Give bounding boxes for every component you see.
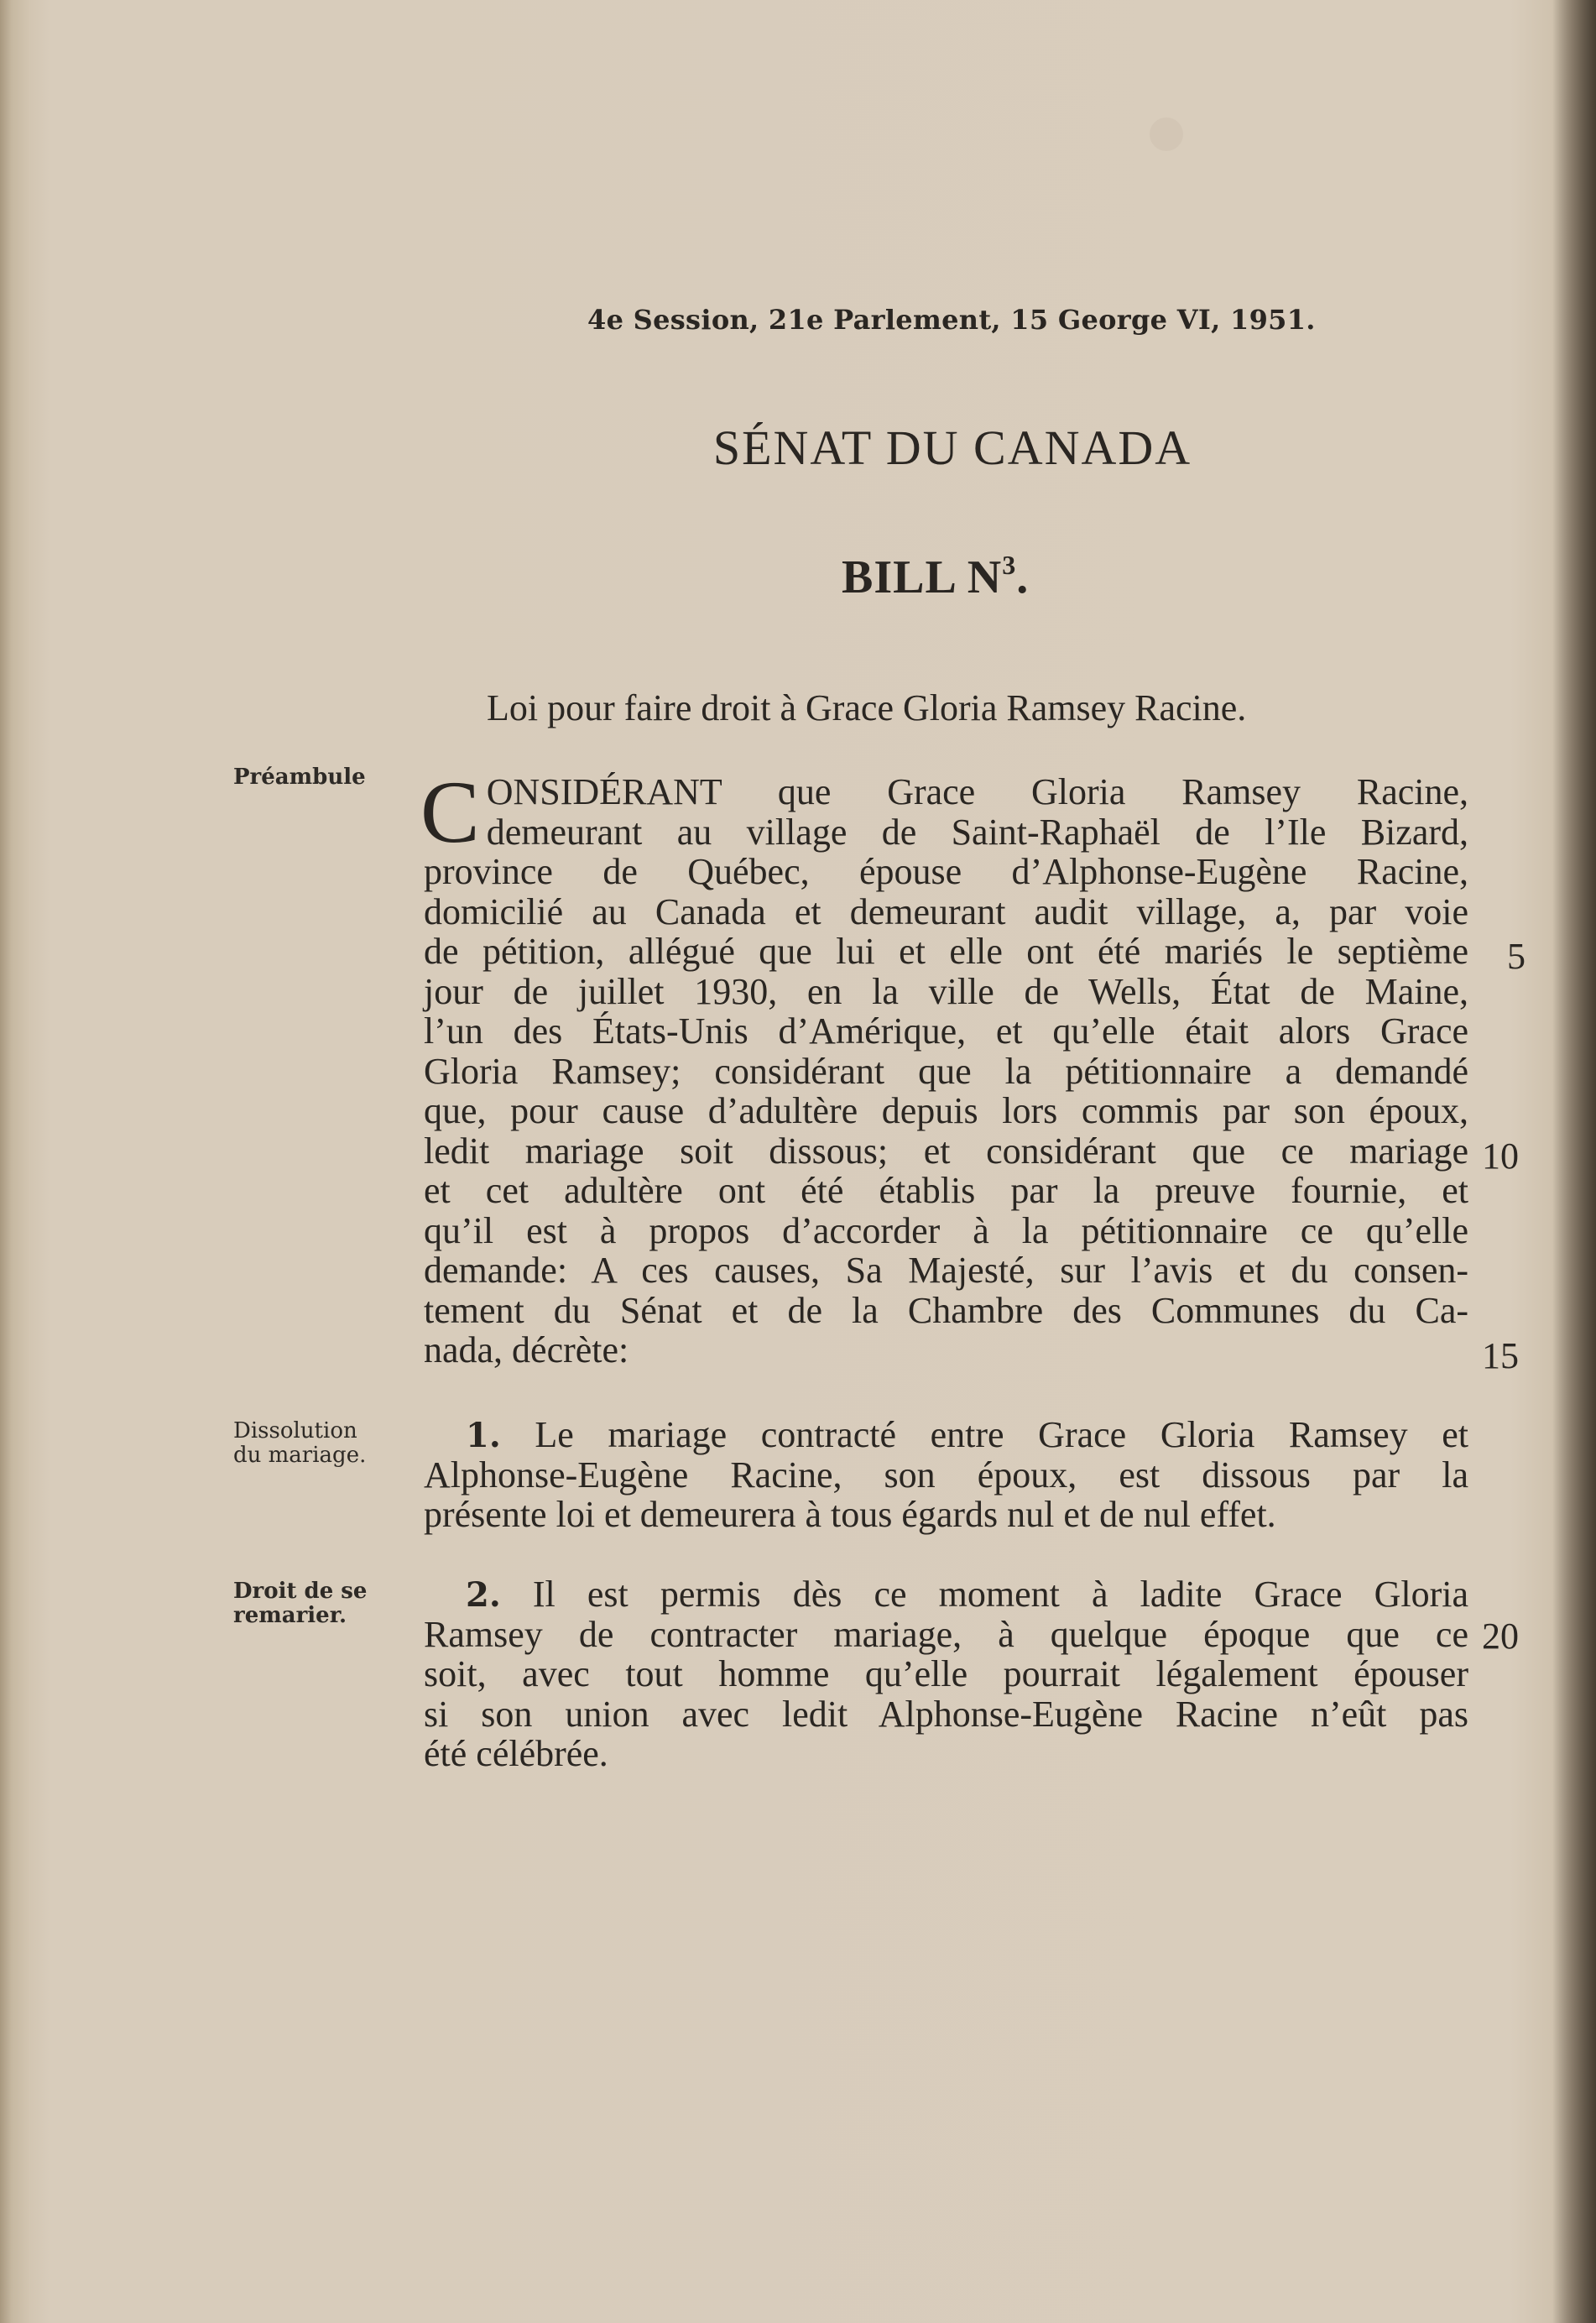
bill-number-value: 3 (1002, 550, 1017, 580)
preamble-line: ONSIDÉRANT que Grace Gloria Ramsey Racine, (486, 771, 1468, 812)
preamble-line: jour de juillet 1930, en la ville de Wells, État de Maine, (424, 970, 1468, 1012)
line-number-10: 10 (1482, 1135, 1519, 1177)
line-number-20: 20 (1482, 1616, 1519, 1657)
preamble-line: province de Québec, épouse d’Alphonse-Eugène Racine, (424, 851, 1468, 892)
line-number-5: 5 (1507, 936, 1526, 977)
article-2-line-text: Il est permis dès ce moment à ladite Grace Gloria (532, 1574, 1469, 1615)
preamble-line: de pétition, allégué que lui et elle ont été mariés le septième (424, 931, 1468, 972)
preamble-text (420, 763, 1468, 1370)
margin-note-remarry-line2: remarier. (233, 1603, 347, 1628)
article-2-line: soit, avec tout homme qu’elle pourrait légalement épouser (424, 1653, 1468, 1694)
article-1-line: présente loi et demeurera à tous égards nul et de nul effet. (424, 1494, 1276, 1535)
margin-note-dissolution-line1: Dissolution (233, 1418, 357, 1443)
margin-note-dissolution (233, 1419, 366, 1468)
bill-prefix: BILL N (842, 551, 1003, 603)
margin-note-preamble (233, 765, 366, 790)
margin-note-dissolution-line2: du mariage. (233, 1443, 367, 1468)
preamble-line: domicilié au Canada et demeurant audit village, a, par voie (424, 890, 1468, 932)
preamble-line: que, pour cause d’adultère depuis lors commis par son époux, (424, 1090, 1468, 1131)
session-header: 4e Session, 21e Parlement, 15 George VI, 1951. (587, 304, 1316, 336)
paper-stain (1150, 117, 1183, 151)
margin-note-remarry (233, 1579, 367, 1628)
line-number-15: 15 (1482, 1335, 1519, 1376)
preamble-line: tement du Sénat et de la Chambre des Communes du Ca- (424, 1289, 1468, 1331)
preamble-line: l’un des États-Unis d’Amérique, et qu’elle était alors Grace (424, 1010, 1468, 1052)
preamble-line: et cet adultère ont été établis par la preuve fournie, et (424, 1170, 1468, 1211)
article-1-line (424, 1415, 1468, 1455)
dropcap-letter: C (420, 763, 480, 861)
margin-note-remarry-line1: Droit de se (233, 1579, 368, 1604)
article-2-line (424, 1574, 1468, 1615)
article-2-number: 2. (466, 1575, 501, 1615)
chamber-title: SÉNAT DU CANADA (712, 420, 1192, 475)
article-1-number: 1. (466, 1416, 501, 1455)
preamble-line: Gloria Ramsey; considérant que la pétitionnaire a demandé (424, 1050, 1468, 1092)
page-binding-edge (0, 0, 30, 2323)
preamble-line: nada, décrète: (424, 1329, 629, 1370)
preamble-line: ledit mariage soit dissous; et considérant que ce mariage (424, 1130, 1468, 1172)
article-2-line: Ramsey de contracter mariage, à quelque époque que ce (424, 1613, 1468, 1655)
article-1-line-text: Le mariage contracté entre Grace Gloria Ramsey et (535, 1414, 1469, 1455)
preamble-line: demeurant au village de Saint-Raphaël de l’Ile Bizard, (486, 811, 1468, 853)
article-2-line: été célébrée. (424, 1733, 608, 1774)
margin-note-preamble-text: Préambule (233, 765, 366, 790)
page-outer-edge (1552, 0, 1596, 2323)
article-2 (424, 1574, 1468, 1774)
article-2-line: si son union avec ledit Alphonse-Eugène Racine n’eût pas (424, 1693, 1468, 1735)
bill-number (842, 550, 1029, 604)
preamble-line: demande: A ces causes, Sa Majesté, sur l’avis et du consen- (424, 1250, 1468, 1291)
preamble-line: qu’il est à propos d’accorder à la pétitionnaire ce qu’elle (424, 1209, 1468, 1251)
bill-suffix: . (1016, 551, 1030, 603)
article-1-line: Alphonse-Eugène Racine, son époux, est dissous par la (424, 1454, 1468, 1496)
article-1 (424, 1415, 1468, 1535)
bill-title: Loi pour faire droit à Grace Gloria Ramsey Racine. (487, 687, 1247, 728)
